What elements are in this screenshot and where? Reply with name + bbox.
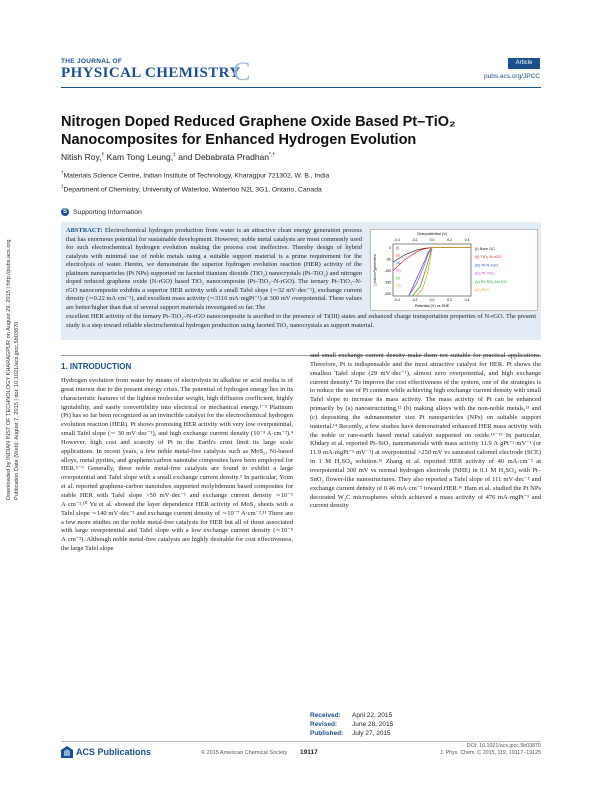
supporting-info-icon: S [62,209,67,215]
abstract-text [66,227,362,312]
doi-block [430,743,541,757]
date-row [310,712,393,721]
top-tick-label: -0.2 [411,238,418,242]
y-tick-label: 0 [389,246,391,251]
author-mark: † [101,152,105,159]
curve-tag: (ii) [396,253,400,258]
acs-logo-icon [61,746,73,758]
footer-divider [61,741,541,742]
y-tick-label: -150 [384,280,391,285]
series-line [393,248,471,271]
y-tick-label: -50 [386,257,391,262]
affiliation-mark: † [61,170,64,175]
affiliation-mark: ‡ [61,184,64,189]
affiliation [61,170,329,179]
body-column-right: and small exchange current density make them not suitable for practical applications. Therefore, Pt is indispensable and the most attractive catalyst for HER. Pt shows the smallest Tafel slope (29 mV·dec⁻¹), almost zero overpotential, and high exchange current density.⁴ To improve the cost effectiveness of the system, one of the strategies is to reduce the use of Pt content while achieving high exchange current density with small Tafel slope to increase its mass activity. The mass activity of Pt can be enhanced primarily by (a) nanostructuring,¹² (b) making alloys with the non-noble metals,¹³ and (c) depositing the subnanometer size Pt nanoparticles (NPs) on suitable support material.¹⁴ Recently, a few studies have demonstrated enhanced HER mass activity with the noble or rare-earth based metal catalyst supported on oxide.¹⁵⁻¹⁹ In particular, Khdary et al. reported Pt–SiO₂ nanomaterials with mass activity 11.9 A·gPt⁻¹·mV⁻¹ (or 11.9 mA·mgPt⁻¹·mV⁻¹) at overpotential >250 mV vs saturated calomel electrode (SCE) in 1 M H₂SO₄ solution.¹⁵ Zhang et al. reported HER activity of 40 mA·cm⁻² at overpotential 300 mV vs normal hydrogen electrode (NHE) in 0.1 M H₂SO₄ with Pt–SnO₂ flower-like nanostructures. They also reported a Tafel slope of 111 mV·dec⁻¹ and exchange current density of 0.46 mA·cm⁻² toward HER.¹⁶ Ham et al. studied the Pt NPs decorated W₂C microspheres which achieved a mass activity of 476 mA·mgPt⁻¹ and current density [310,352,541,510]
toc-chart [371,230,537,310]
legend-entry: (vi) Pt/C [475,287,490,292]
title-line: Nanocomposites for Enhanced Hydrogen Evolution [61,132,417,148]
copyright: © 2015 American Chemical Society [201,750,288,756]
citation: J. Phys. Chem. C 2015, 119, 19117−19125 [440,750,541,756]
date-value: July 27, 2015 [352,729,391,737]
article-type-badge: Article [508,58,540,69]
publisher-name: ACS Publications [76,747,152,757]
affiliation-text: Materials Science Centre, Indian Institute of Technology, Kharagpur 721302, W. B., India [63,172,330,180]
top-tick-label: -0.4 [394,238,400,242]
journal-letter: C [233,57,251,86]
supporting-info-label: Supporting Information [73,208,142,216]
author-name: Nitish Roy, [61,152,102,162]
toc-graphic [370,229,538,311]
date-label: Revised: [310,720,338,728]
bottom-tick-label: -0.4 [394,298,400,302]
date-row [310,730,393,739]
x-axis-label: Potential (V) vs.SHE [414,304,450,308]
bottom-tick-label: 0.4 [464,298,470,302]
legend-entry: (iv) Pt-TiO₂ [475,270,495,276]
side-note-line: Downloaded by INDIAN INST OF TECHNOLOGY KHARAGPUR on August 29, 2015 | http://pubs.acs.org [6,239,12,500]
author-list [61,152,275,162]
paper-title [61,113,541,149]
date-value: April 22, 2015 [352,712,393,719]
author-mark: ‡ [173,152,176,159]
date-row [310,721,393,730]
bottom-tick-label: 0.0 [429,298,435,302]
curve-tag: (iv) [396,268,401,273]
y-tick-label: -200 [384,292,391,297]
title-line: Nitrogen Doped Reduced Graphene Oxide Based Pt–TiO₂ [61,114,456,130]
side-note-line: Publication Date (Web): August 7, 2015 | doi: 10.1021/acs.jpcc.5b03870 [13,321,20,500]
date-label: Published: [310,729,344,737]
acs-publications-logo [61,746,151,758]
bottom-tick-label: -0.2 [411,298,418,302]
abstract-label: ABSTRACT: [66,227,103,234]
journal-url-link[interactable]: pubs.acs.org/JPCC [484,73,540,80]
journal-name: PHYSICAL CHEMISTRY [61,65,241,81]
author-mark: *,† [269,152,276,159]
doi-link[interactable]: DOI: 10.1021/acs.jpcc.5b03870 [466,743,541,749]
plot-frame [393,244,471,296]
abstract-tail: excellent HER activity of the ternary Pt–TiO₂–N-rGO nanocomposite is ascribed to the presence of Ti(III) states and enhanced charge transportation properties of N-rGO. The present study is a step toward reliable electrochemical hydrogen production using faceted TiO₂ nanocrystals as support material. [66,313,536,329]
author-name: Kam Tong Leung, [106,152,174,162]
affiliation-text: Department of Chemistry, University of Waterloo, Waterloo N2L 3G1, Ontario, Canada [63,186,322,194]
top-axis-label: Overpotential (V) [416,231,448,236]
publication-dates [310,712,393,738]
legend-entry: (i) Bare GC [475,246,496,251]
top-tick-label: 0.2 [447,238,452,242]
legend-entry: (iii) Pt-N-rGO [475,262,499,268]
affiliation [61,184,322,193]
page-number: 19117 [300,749,318,756]
curve-tag: (iii) [396,261,401,265]
legend-entry: (v) Pt-TiO₂-N-rGO [475,278,507,284]
date-label: Received: [310,712,341,719]
date-value: June 28, 2015 [352,720,394,728]
journal-prefix: THE JOURNAL OF [61,58,123,65]
abstract-body: Electrochemical hydrogen production from water is an attractive clean energy generation process that has enormous potential for sustainable development. However, noble metal catalysts are most commonly used for such electrochemical hydrogen evolution making the process cost ineffective. Thereby design of hybrid catalysts with minimal use of noble metals using a suitable support material is a prime requirement for the electrolysis of water. Herein, we demonstrate the superior hydrogen evolution reaction (HER) activity of the platinum nanoparticles (Pt NPs) supported on faceted titanium dioxide (TiO₂) nanocrystals (Pt–TiO₂) and nitrogen doped reduced graphene oxide (N-rGO) based TiO₂ nanocomposite (Pt–TiO₂–N-rGO). The ternary Pt–TiO₂–N-rGO nanocomposite exhibits a superior HER activity with a small Tafel slope (∼32 mV·dec⁻¹), exchange current density (∼0.22 mA·cm⁻²), and excellent mass activity (∼3116 mA·mgPt⁻¹) at 300 mV overpotential. These values are better/higher than that of several support materials investigated so far. The [66,227,362,311]
legend-entry: (ii) TiO₂-N-rGO [475,254,502,260]
curve-tag: (vi) [396,283,401,288]
bottom-tick-label: 0.2 [447,298,452,302]
author-name: and Debabrata Pradhan [178,152,270,162]
download-side-note [6,240,21,500]
y-axis-label: j (mA/cm²)geometric [373,253,377,287]
section-heading: 1. INTRODUCTION [61,362,132,371]
header-divider [61,87,541,88]
curve-tag: (v) [396,276,400,280]
supporting-information-link[interactable] [61,208,142,216]
top-tick-label: 0.4 [464,238,470,242]
y-tick-label: -100 [384,269,391,274]
series-line [416,248,471,296]
body-column-left: Hydrogen evolution from water by means of electrolysis in alkaline or acid media is of great interest due to the present energy crisis. The potential of hydrogen energy lies in its characteristic features of the lightest molecular weight, high diffusion coefficient, highly ignitability, and easily convertibility into electrical or mechanical energy.¹⁻³ Platinum (Pt) has so far been recognized as an invincible catalyst for the electrochemical hydrogen evolution reaction (HER). Pt shows promising HER activity with very low overpotential, small Tafel slope (∼ 30 mV·dec⁻¹), and high exchange current density (10⁻³ A·cm⁻²).⁴ However, high cost and scarcity of Pt in the Earth's crust limit its large scale applications. In recent years, a few noble metal-free catalysts such as MoS₂, Ni-based alloys, metal pyrites, and graphene/carbon nanotube composites have been employed for HER.⁵⁻⁹ Generally, these noble metal-free catalysts are found to exhibit a large overpotential and Tafel slope with a small exchange current density.⁵ In particular, Youn et al. reported graphene-carbon nanotubes supported molybdenum based composites for stable HER with Tafel slope >50 mV·dec⁻¹ and exchange current density ∼10⁻⁵ A·cm⁻².¹⁰ Yu et al. showed the layer dependence HER activity of MoS₂ sheets with a Tafel slope ∼140 mV·dec⁻¹ and exchange current density of ∼10⁻⁷ A·cm⁻².¹¹ There are a few more studies on the noble metal-free catalysts for HER but all of those associated with large overpotential and Tafel slope with a low exchange current density (∼10⁻⁵ A·cm⁻²). Although noble metal-free catalysts are highly desirable for cost effectiveness, the large Tafel slope [61,377,293,553]
top-tick-label: 0.0 [429,238,435,242]
curve-tag: (i) [396,246,399,250]
